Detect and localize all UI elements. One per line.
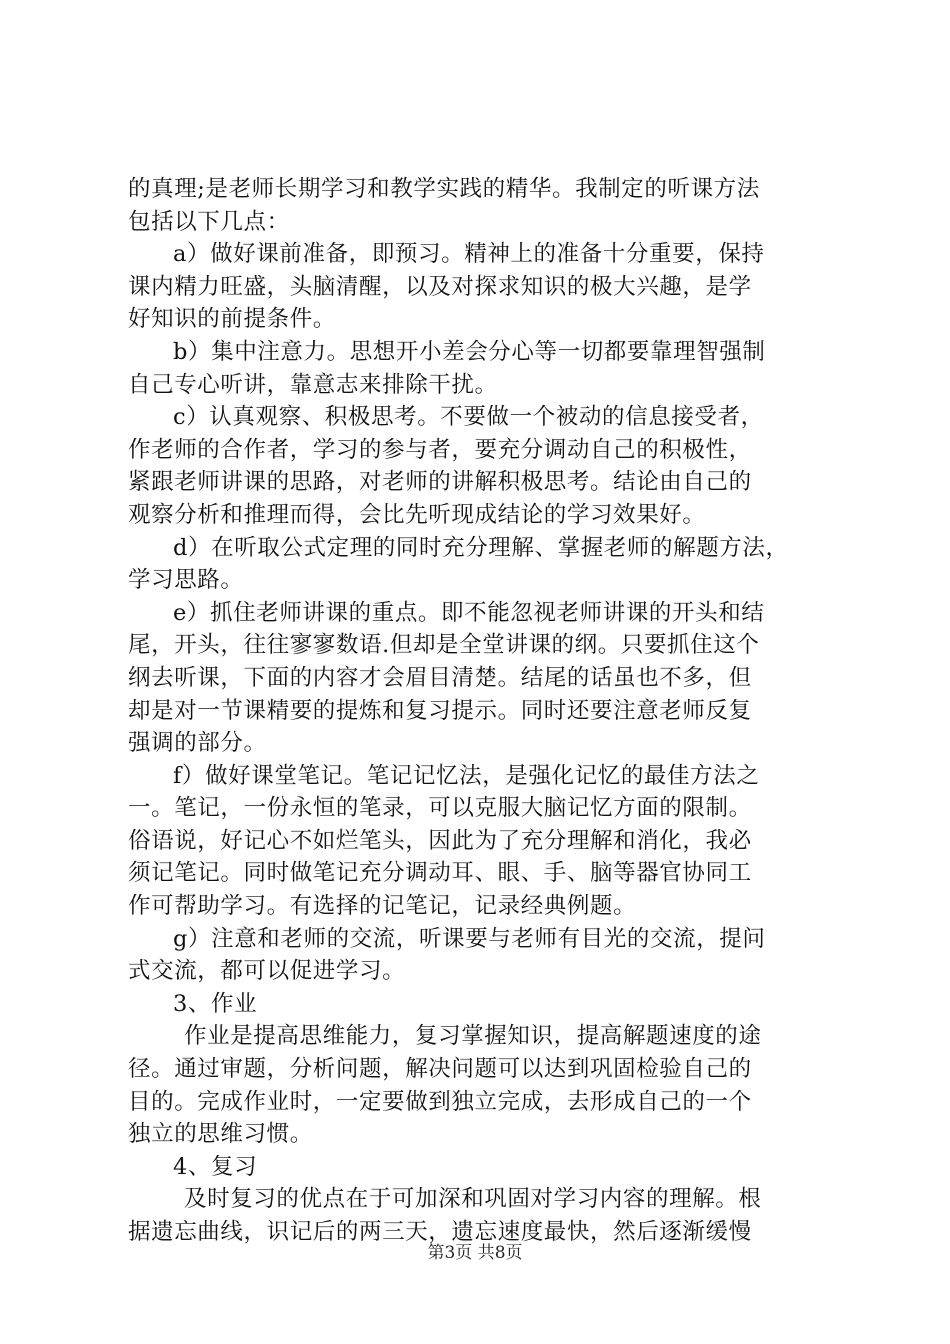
text-line: 作可帮助学习。有选择的记笔记，记录经典例题。	[128, 893, 637, 920]
text-line: 俗语说，好记心不如烂笔头，因此为了充分理解和消化，我必	[128, 827, 752, 854]
text-line: 作老师的合作者，学习的参与者，要充分调动自己的积极性，	[128, 436, 752, 463]
text-line: 紧跟老师讲课的思路，对老师的讲解积极思考。结论由自己的	[128, 469, 752, 496]
text-line: d）在听取公式定理的同时充分理解、掌握老师的解题方法，	[173, 534, 789, 561]
text-line: 却是对一节课精要的提炼和复习提示。同时还要注意老师反复	[128, 697, 752, 724]
text-line: 自己专心听讲，靠意志来排除干扰。	[128, 371, 498, 398]
text-line: 尾，开头，往往寥寥数语.但却是全堂讲课的纲。只要抓住这个	[128, 632, 760, 659]
text-line: 及时复习的优点在于可加深和巩固对学习内容的理解。根	[184, 1186, 762, 1213]
text-line: 观察分析和推理而得，会比先听现成结论的学习效果好。	[128, 501, 706, 528]
text-line: 须记笔记。同时做笔记充分调动耳、眼、手、脑等器官协同工	[128, 860, 752, 887]
document-body	[128, 173, 838, 1249]
text-line: 课内精力旺盛，头脑清醒，以及对探求知识的极大兴趣，是学	[128, 273, 752, 300]
text-line: 式交流，都可以促进学习。	[128, 958, 406, 985]
text-line: 一。笔记，一份永恒的笔录，可以克服大脑记忆方面的限制。	[128, 795, 752, 822]
text-line: e）抓住老师讲课的重点。即不能忽视老师讲课的开头和结	[173, 599, 765, 626]
text-line: 4、复习	[173, 1153, 258, 1180]
text-line: c）认真观察、积极思考。不要做一个被动的信息接受者，	[173, 404, 764, 431]
text-line: a）做好课前准备，即预习。精神上的准备十分重要，保持	[173, 241, 765, 268]
text-line: 作业是提高思维能力，复习掌握知识，提高解题速度的途	[184, 1023, 762, 1050]
text-line: 包括以下几点：	[128, 208, 290, 235]
text-line: 独立的思维习惯。	[128, 1121, 313, 1148]
text-line: g）注意和老师的交流，听课要与老师有目光的交流，提问	[173, 925, 766, 952]
text-line: 据遗忘曲线，识记后的两三天，遗忘速度最快，然后逐渐缓慢	[128, 1219, 752, 1245]
text-line: f）做好课堂笔记。笔记记忆法，是强化记忆的最佳方法之	[173, 762, 760, 789]
page-number-label: 第3页 共8页	[427, 1243, 523, 1263]
text-line: 径。通过审题，分析问题，解决问题可以达到巩固检验自己的	[128, 1056, 752, 1083]
text-line: 强调的部分。	[128, 730, 267, 757]
page-footer	[0, 1243, 950, 1263]
text-line: 好知识的前提条件。	[128, 306, 336, 333]
text-line: b）集中注意力。思想开小差会分心等一切都要靠理智强制	[173, 338, 766, 365]
text-line: 的真理;是老师长期学习和教学实践的精华。我制定的听课方法	[128, 176, 760, 202]
text-line: 学习思路。	[128, 567, 244, 594]
text-line: 纲去听课，下面的内容才会眉目清楚。结尾的话虽也不多，但	[128, 664, 752, 691]
text-line: 3、作业	[173, 990, 258, 1017]
text-line: 目的。完成作业时，一定要做到独立完成，去形成自己的一个	[128, 1088, 752, 1115]
